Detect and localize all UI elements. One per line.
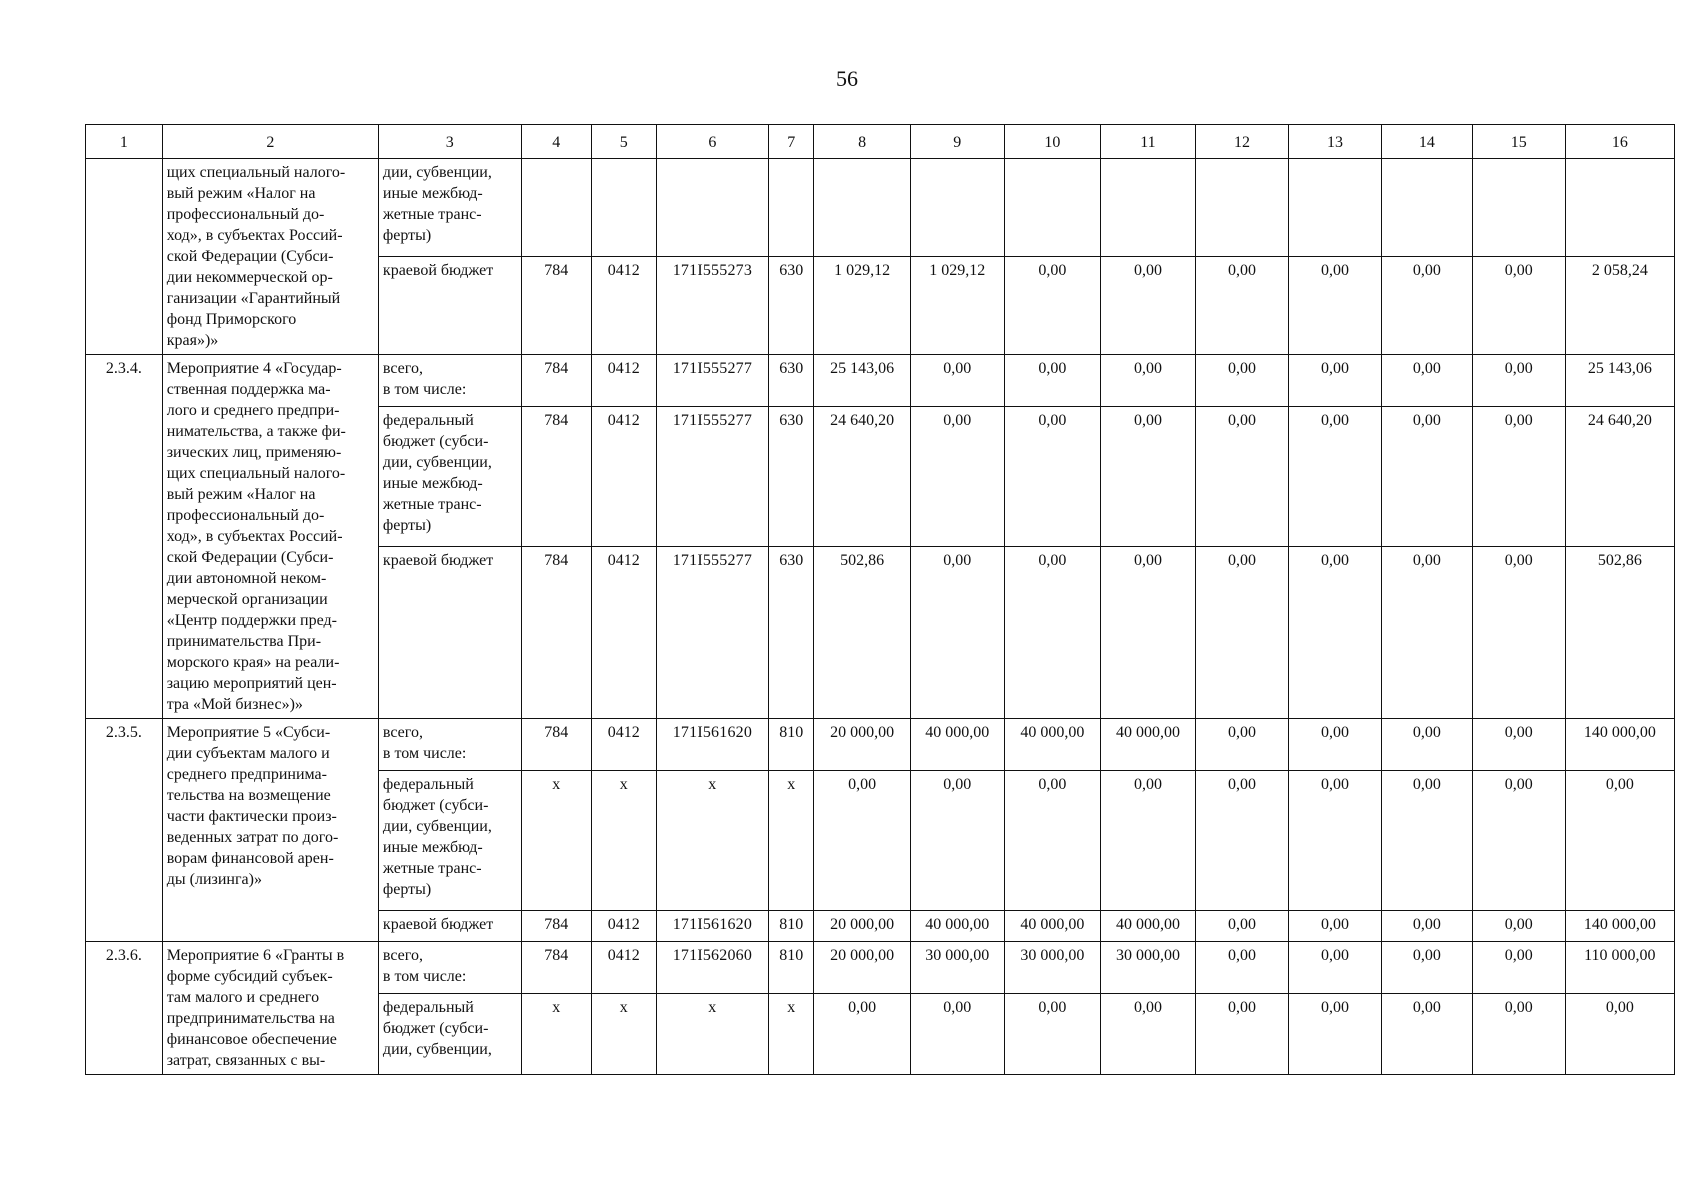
expense-type-code: 810 [769, 911, 814, 942]
year-amount: 0,00 [1381, 257, 1472, 355]
description-line: зацию мероприятий цен- [166, 675, 337, 692]
expense-type-code: 630 [769, 257, 814, 355]
year-amount [1472, 159, 1565, 257]
funding-source-line: краевой бюджет [382, 916, 494, 933]
year-amount: 0,00 [1004, 547, 1100, 719]
total-amount: 24 640,20 [1565, 407, 1674, 547]
expense-type-code: 810 [769, 719, 814, 771]
description-line: дии некоммерческой ор- [166, 269, 333, 286]
description-line: финансовое обеспечение [166, 1031, 337, 1048]
year-amount: 24 640,20 [814, 407, 910, 547]
funding-source [378, 771, 521, 911]
description-line: части фактически произ- [166, 808, 337, 825]
total-amount [1565, 159, 1674, 257]
year-amount: 0,00 [1288, 547, 1381, 719]
year-amount: 25 143,06 [814, 355, 910, 407]
funding-source-line: федеральный [382, 412, 474, 429]
year-amount: 0,00 [1196, 771, 1289, 911]
year-amount: 40 000,00 [1004, 719, 1100, 771]
description-line: среднего предпринима- [166, 766, 327, 783]
funding-source-line: дии, субвенции, [382, 818, 492, 835]
column-header-13: 13 [1288, 125, 1381, 159]
description-line: там малого и среднего [166, 989, 320, 1006]
target-article-code: 171I561620 [656, 719, 768, 771]
column-header-16: 16 [1565, 125, 1674, 159]
year-amount: 0,00 [910, 771, 1004, 911]
funding-source-line: федеральный [382, 776, 474, 793]
section-code: 0412 [591, 407, 656, 547]
target-article-code: х [656, 771, 768, 911]
funding-source [378, 719, 521, 771]
target-article-code: 171I555277 [656, 407, 768, 547]
column-header-11: 11 [1100, 125, 1195, 159]
year-amount: 0,00 [1381, 942, 1472, 994]
section-code [591, 159, 656, 257]
description-line: щих специальный налого- [166, 465, 346, 482]
column-header-8: 8 [814, 125, 910, 159]
funding-source-line: краевой бюджет [382, 552, 494, 569]
expense-type-code: х [769, 771, 814, 911]
description-line: веденных затрат по дого- [166, 829, 339, 846]
year-amount: 0,00 [1100, 771, 1195, 911]
year-amount: 0,00 [1381, 771, 1472, 911]
year-amount: 502,86 [814, 547, 910, 719]
year-amount [1381, 159, 1472, 257]
year-amount: 0,00 [910, 355, 1004, 407]
funding-source-line: иные межбюд- [382, 839, 483, 856]
item-code [86, 159, 163, 355]
year-amount: 0,00 [1196, 911, 1289, 942]
description-line: принимательства При- [166, 633, 322, 650]
year-amount: 0,00 [1196, 719, 1289, 771]
item-code: 2.3.6. [86, 942, 163, 1075]
description-line: морского края» на реали- [166, 654, 340, 671]
description-line: «Центр поддержки пред- [166, 612, 337, 629]
column-header-15: 15 [1472, 125, 1565, 159]
ministry-code: 784 [521, 257, 591, 355]
funding-source [378, 159, 521, 257]
target-article-code: х [656, 994, 768, 1075]
year-amount: 40 000,00 [910, 719, 1004, 771]
year-amount: 0,00 [1381, 355, 1472, 407]
year-amount: 0,00 [910, 994, 1004, 1075]
year-amount: 0,00 [1100, 407, 1195, 547]
total-amount: 0,00 [1565, 771, 1674, 911]
column-header-5: 5 [591, 125, 656, 159]
year-amount [1004, 159, 1100, 257]
year-amount: 30 000,00 [910, 942, 1004, 994]
funding-source-line: жетные транс- [382, 860, 482, 877]
year-amount: 0,00 [1100, 355, 1195, 407]
year-amount: 0,00 [1004, 407, 1100, 547]
item-description [162, 719, 378, 942]
year-amount: 0,00 [814, 771, 910, 911]
funding-source-line: жетные транс- [382, 206, 482, 223]
table-row [86, 355, 1675, 407]
ministry-code: 784 [521, 719, 591, 771]
item-description [162, 159, 378, 355]
year-amount: 20 000,00 [814, 942, 910, 994]
target-article-code: 171I562060 [656, 942, 768, 994]
section-code: х [591, 771, 656, 911]
funding-source-line: ферты) [382, 517, 432, 534]
year-amount: 0,00 [1004, 355, 1100, 407]
description-line: мерческой организации [166, 591, 328, 608]
target-article-code: 171I561620 [656, 911, 768, 942]
year-amount: 0,00 [1288, 257, 1381, 355]
ministry-code: х [521, 771, 591, 911]
column-header-12: 12 [1196, 125, 1289, 159]
ministry-code: 784 [521, 942, 591, 994]
year-amount: 0,00 [1288, 942, 1381, 994]
table-row [86, 159, 1675, 257]
year-amount: 0,00 [910, 547, 1004, 719]
description-line: ственная поддержка ма- [166, 381, 331, 398]
page-number: 56 [836, 66, 858, 91]
funding-source-line: иные межбюд- [382, 185, 483, 202]
header-row [86, 125, 1675, 159]
funding-source-line: дии, субвенции, [382, 1041, 492, 1059]
ministry-code: 784 [521, 547, 591, 719]
description-line: профессиональный до- [166, 507, 325, 524]
total-amount: 0,00 [1565, 994, 1674, 1075]
year-amount [1100, 159, 1195, 257]
year-amount: 0,00 [1100, 257, 1195, 355]
funding-source-line: всего, [382, 360, 423, 377]
description-line: зических лиц, применяю- [166, 444, 342, 461]
year-amount: 0,00 [1472, 257, 1565, 355]
description-line: Мероприятие 6 «Гранты в [166, 947, 345, 964]
funding-source-line: бюджет (субси- [382, 1020, 489, 1038]
target-article-code: 171I555277 [656, 547, 768, 719]
description-line: края»)» [166, 332, 219, 349]
funding-source [378, 911, 521, 942]
total-amount: 140 000,00 [1565, 911, 1674, 942]
funding-source [378, 547, 521, 719]
year-amount: 0,00 [1288, 911, 1381, 942]
description-line: ской Федерации (Субси- [166, 549, 334, 566]
description-line: предпринимательства на [166, 1010, 335, 1027]
year-amount: 30 000,00 [1004, 942, 1100, 994]
year-amount: 0,00 [814, 994, 910, 1075]
year-amount: 1 029,12 [910, 257, 1004, 355]
year-amount: 1 029,12 [814, 257, 910, 355]
year-amount: 0,00 [1288, 771, 1381, 911]
year-amount: 0,00 [1381, 911, 1472, 942]
section-code: 0412 [591, 911, 656, 942]
table-row [86, 719, 1675, 771]
funding-source [378, 355, 521, 407]
funding-source-line: в том числе: [382, 968, 467, 985]
description-line: нимательства, а также фи- [166, 423, 346, 440]
year-amount: 0,00 [1196, 407, 1289, 547]
year-amount: 0,00 [1288, 994, 1381, 1075]
description-line: лого и среднего предпри- [166, 402, 340, 419]
total-amount: 140 000,00 [1565, 719, 1674, 771]
description-line: дии субъектам малого и [166, 745, 330, 762]
funding-source-line: дии, субвенции, [382, 164, 492, 181]
year-amount: 20 000,00 [814, 911, 910, 942]
section-code: 0412 [591, 257, 656, 355]
funding-source-line: ферты) [382, 881, 432, 898]
year-amount: 0,00 [1004, 257, 1100, 355]
year-amount: 40 000,00 [1004, 911, 1100, 942]
year-amount: 0,00 [1196, 994, 1289, 1075]
target-article-code: 171I555273 [656, 257, 768, 355]
item-description [162, 355, 378, 719]
description-line: ход», в субъектах Россий- [166, 528, 343, 545]
column-header-6: 6 [656, 125, 768, 159]
year-amount: 0,00 [1472, 771, 1565, 911]
expense-type-code: 630 [769, 355, 814, 407]
section-code: 0412 [591, 719, 656, 771]
column-header-9: 9 [910, 125, 1004, 159]
item-code: 2.3.4. [86, 355, 163, 719]
year-amount: 0,00 [1288, 355, 1381, 407]
funding-source [378, 257, 521, 355]
description-line: вый режим «Налог на [166, 185, 316, 202]
year-amount: 0,00 [1004, 994, 1100, 1075]
year-amount: 0,00 [1196, 355, 1289, 407]
funding-source-line: бюджет (субси- [382, 797, 489, 814]
section-code: 0412 [591, 942, 656, 994]
column-header-3: 3 [378, 125, 521, 159]
funding-source-line: дии, субвенции, [382, 454, 492, 471]
section-code: 0412 [591, 355, 656, 407]
ministry-code: 784 [521, 355, 591, 407]
total-amount: 25 143,06 [1565, 355, 1674, 407]
description-line: ской Федерации (Субси- [166, 248, 334, 265]
table-row [86, 942, 1675, 994]
funding-source-line: всего, [382, 947, 423, 964]
column-header-1: 1 [86, 125, 163, 159]
funding-source [378, 407, 521, 547]
expense-type-code: 810 [769, 942, 814, 994]
ministry-code [521, 159, 591, 257]
funding-source-line: бюджет (субси- [382, 433, 489, 450]
year-amount: 0,00 [1472, 911, 1565, 942]
year-amount [1288, 159, 1381, 257]
ministry-code: 784 [521, 407, 591, 547]
total-amount: 110 000,00 [1565, 942, 1674, 994]
column-header-7: 7 [769, 125, 814, 159]
column-header-4: 4 [521, 125, 591, 159]
item-description [162, 942, 378, 1075]
funding-source-line: краевой бюджет [382, 262, 494, 279]
funding-source-line: всего, [382, 724, 423, 741]
year-amount: 0,00 [1472, 547, 1565, 719]
description-line: дии автономной неком- [166, 570, 327, 587]
year-amount: 0,00 [1381, 719, 1472, 771]
ministry-code: 784 [521, 911, 591, 942]
year-amount: 0,00 [1100, 994, 1195, 1075]
funding-source-line: ферты) [382, 227, 432, 244]
year-amount: 0,00 [1381, 994, 1472, 1075]
total-amount: 2 058,24 [1565, 257, 1674, 355]
year-amount: 20 000,00 [814, 719, 910, 771]
description-line: тельства на возмещение [166, 787, 331, 804]
year-amount: 40 000,00 [1100, 911, 1195, 942]
description-line: ворам финансовой арен- [166, 850, 334, 867]
item-code: 2.3.5. [86, 719, 163, 942]
year-amount: 0,00 [1472, 994, 1565, 1075]
year-amount: 0,00 [1196, 547, 1289, 719]
year-amount: 0,00 [1004, 771, 1100, 911]
funding-source-line: иные межбюд- [382, 475, 483, 492]
funding-source [378, 942, 521, 994]
section-code: х [591, 994, 656, 1075]
description-line: ход», в субъектах Россий- [166, 227, 343, 244]
year-amount: 0,00 [1288, 719, 1381, 771]
target-article-code: 171I555277 [656, 355, 768, 407]
year-amount [1196, 159, 1289, 257]
funding-source-line: жетные транс- [382, 496, 482, 513]
column-header-2: 2 [162, 125, 378, 159]
year-amount: 0,00 [1381, 407, 1472, 547]
expense-type-code: 630 [769, 547, 814, 719]
year-amount: 0,00 [1196, 942, 1289, 994]
year-amount: 40 000,00 [910, 911, 1004, 942]
description-line: ды (лизинга)» [166, 871, 262, 888]
funding-source [378, 994, 521, 1075]
description-line: ганизации «Гарантийный [166, 290, 341, 307]
description-line: Мероприятие 4 «Государ- [166, 360, 342, 377]
funding-source-line: федеральный [382, 999, 474, 1017]
year-amount: 0,00 [910, 407, 1004, 547]
year-amount: 0,00 [1472, 407, 1565, 547]
year-amount: 0,00 [1100, 547, 1195, 719]
year-amount: 0,00 [1196, 257, 1289, 355]
description-line: профессиональный до- [166, 206, 325, 223]
total-amount: 502,86 [1565, 547, 1674, 719]
column-header-14: 14 [1381, 125, 1472, 159]
description-line: фонд Приморского [166, 311, 297, 328]
column-header-10: 10 [1004, 125, 1100, 159]
year-amount: 30 000,00 [1100, 942, 1195, 994]
expense-type-code: 630 [769, 407, 814, 547]
year-amount: 0,00 [1288, 407, 1381, 547]
section-code: 0412 [591, 547, 656, 719]
year-amount: 0,00 [1472, 942, 1565, 994]
target-article-code [656, 159, 768, 257]
description-line: вый режим «Налог на [166, 486, 316, 503]
expense-type-code: х [769, 994, 814, 1075]
description-line: Мероприятие 5 «Субси- [166, 724, 331, 741]
year-amount: 0,00 [1472, 719, 1565, 771]
description-line: тра «Мой бизнес»)» [166, 696, 303, 713]
year-amount [910, 159, 1004, 257]
year-amount: 0,00 [1472, 355, 1565, 407]
description-line: затрат, связанных с вы- [166, 1052, 326, 1069]
funding-source-line: в том числе: [382, 381, 467, 398]
year-amount [814, 159, 910, 257]
budget-table [85, 124, 1675, 1075]
ministry-code: х [521, 994, 591, 1075]
expense-type-code [769, 159, 814, 257]
description-line: форме субсидий субъек- [166, 968, 333, 985]
funding-source-line: в том числе: [382, 745, 467, 762]
year-amount: 0,00 [1381, 547, 1472, 719]
year-amount: 40 000,00 [1100, 719, 1195, 771]
description-line: щих специальный налого- [166, 164, 346, 181]
